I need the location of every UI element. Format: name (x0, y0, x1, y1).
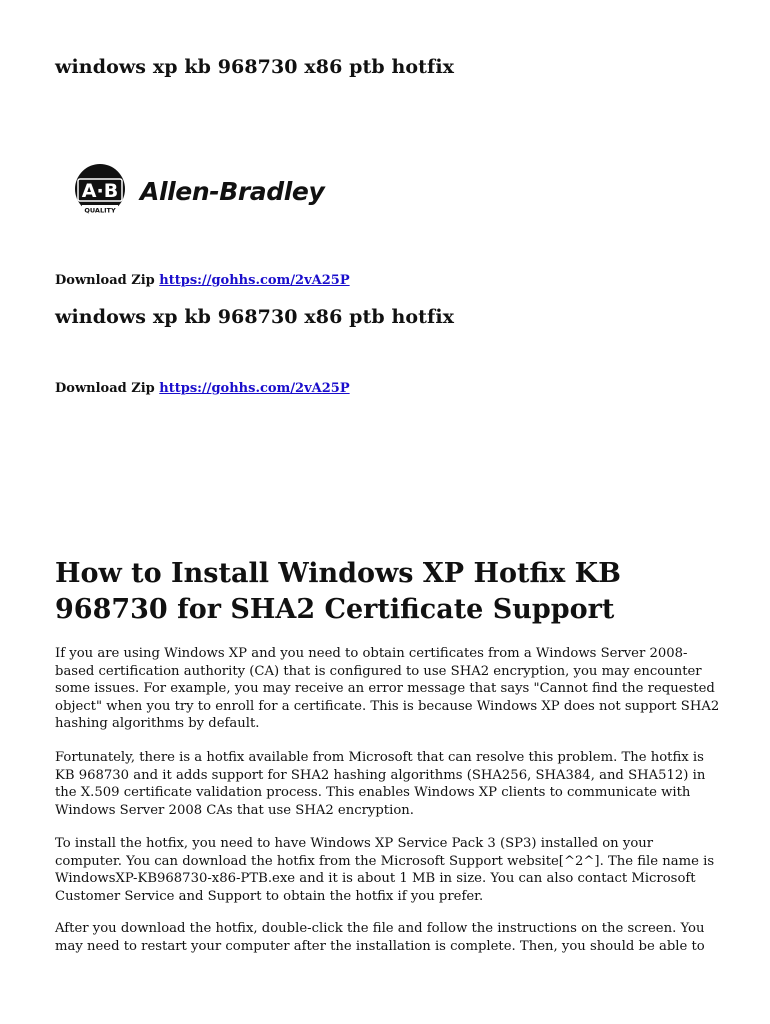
svg-text:QUALITY: QUALITY (84, 206, 116, 215)
svg-text:A·B: A·B (81, 180, 119, 202)
document-subtitle: windows xp kb 968730 x86 ptb hotfix (55, 306, 455, 328)
download-line-2 (55, 381, 350, 396)
document-title: windows xp kb 968730 x86 ptb hotfix (55, 56, 455, 78)
article-paragraph: After you download the hotfix, double-click the file and follow the instructions on the screen. You may need to restart your computer after the installation is complete. Then, you should be able to (55, 921, 705, 954)
download-line-1 (55, 273, 350, 288)
article-paragraph: To install the hotfix, you need to have Windows XP Service Pack 3 (SP3) installed on your computer. You can download the hotfix from the Microsoft Support website[^2^]. The file name is WindowsXP-KB968730-x86-PTB.exe and it is about 1 MB in size. You can also contact Microsoft Customer Service and Support to obtain the hotfix if you prefer. (55, 836, 715, 904)
download-label: Download Zip (55, 273, 155, 288)
ab-badge-icon (72, 164, 128, 218)
logo-brand-text: Allen-Bradley (140, 176, 325, 206)
download-link[interactable]: https://gohhs.com/2vA25P (159, 381, 350, 396)
allen-bradley-logo (72, 164, 324, 218)
article-paragraph: Fortunately, there is a hotfix available from Microsoft that can resolve this problem. The hotfix is KB 968730 and it adds support for SHA2 hashing algorithms (SHA256, SHA384, and SHA512) in the X.509 certificate validation process. This enables Windows XP clients to communicate with Windows Server 2008 CAs that use SHA2 encryption. (55, 750, 706, 818)
download-label: Download Zip (55, 381, 155, 396)
article-heading: How to Install Windows XP Hotfix KB 968730 for SHA2 Certificate Support (55, 558, 621, 625)
article-paragraph: If you are using Windows XP and you need to obtain certificates from a Windows Server 2008-based certification authority (CA) that is configured to use SHA2 encryption, you may encounter some issues. For example, you may receive an error message that says "Cannot find the requested object" when you try to enroll for a certificate. This is because Windows XP does not support SHA2 hashing algorithms by default. (55, 646, 720, 732)
download-link[interactable]: https://gohhs.com/2vA25P (159, 273, 350, 288)
